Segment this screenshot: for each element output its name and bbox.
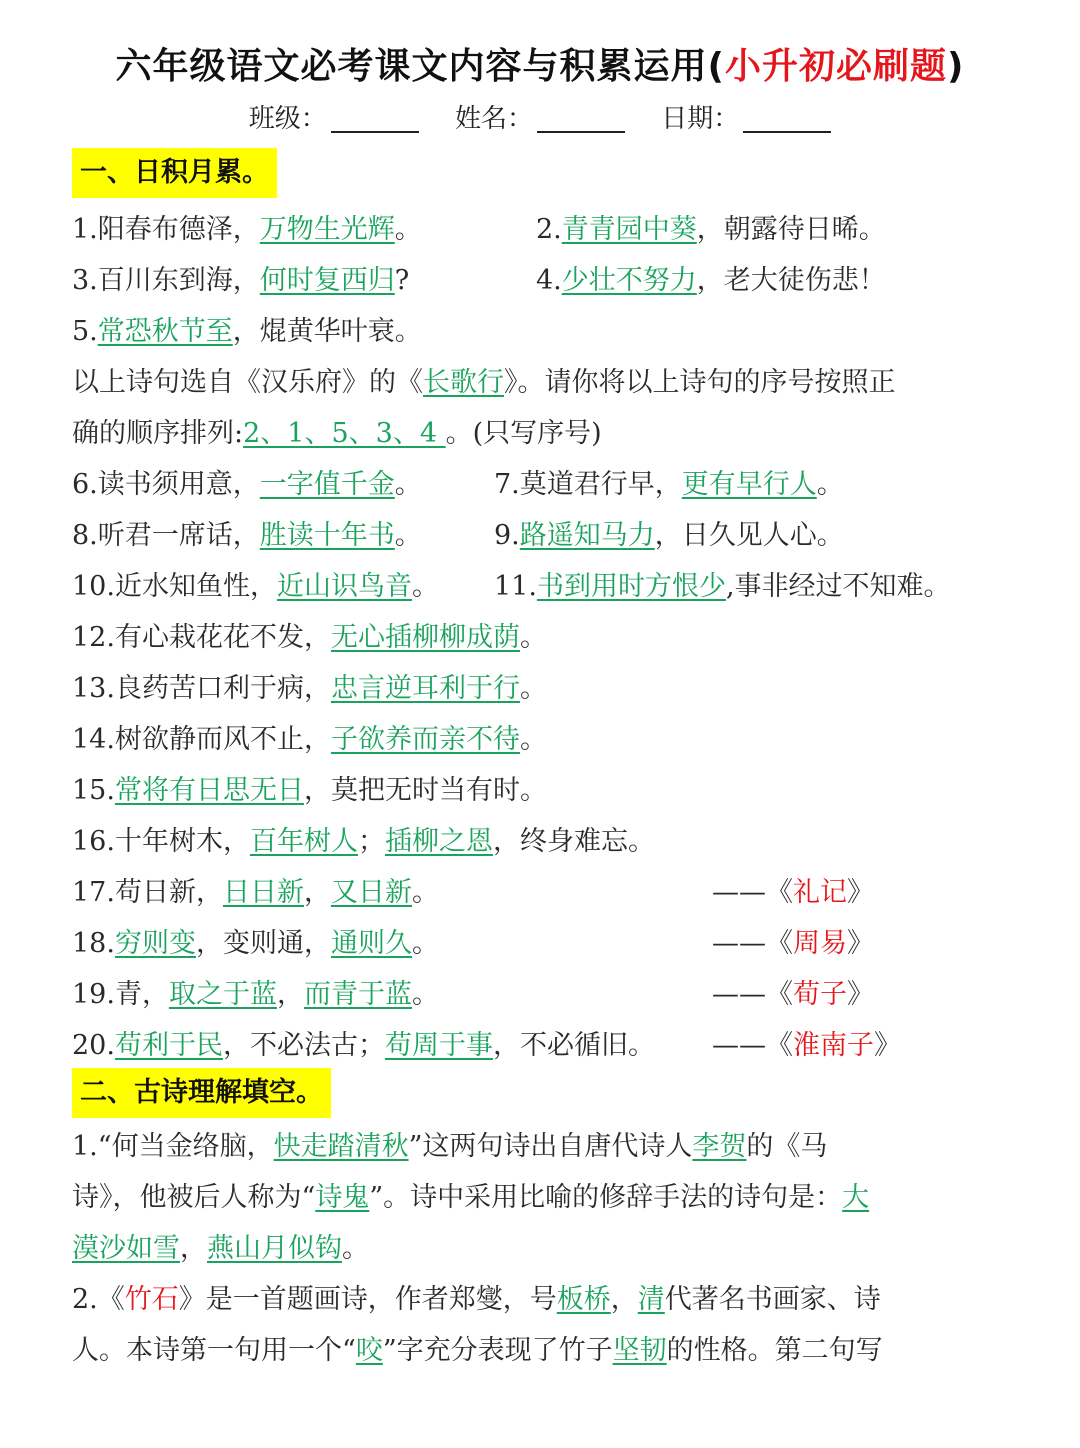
line-text: 》是一首题画诗，作者郑燮，号 — [178, 1284, 557, 1315]
line-text: 。(只写序号) — [445, 418, 602, 449]
answer-text: 漠沙如雪 — [72, 1233, 180, 1264]
line-text: ——《 — [712, 979, 793, 1010]
exercise-line — [72, 569, 439, 605]
line-text: ”这两句诗出自唐代诗人 — [408, 1131, 693, 1162]
exercise-line — [712, 926, 874, 962]
exercise-line — [494, 518, 844, 554]
line-text: 3.百川东到海， — [72, 265, 260, 296]
line-text: 13.良药苦口利于病， — [72, 673, 331, 704]
answer-text: 插柳之恩 — [384, 826, 493, 857]
line-text: ”。诗中采用比喻的修辞手法的诗句是： — [369, 1182, 843, 1213]
line-text: ， — [276, 979, 304, 1010]
exercise-line — [494, 467, 844, 503]
answer-text: 燕山月似钩 — [207, 1233, 342, 1264]
answer-text: 何时复西归 — [259, 265, 395, 296]
line-text: 》 — [847, 928, 874, 959]
answer-text: 而青于蓝 — [303, 979, 412, 1010]
answer-text: 通则久 — [330, 928, 412, 959]
line-text: 代著名书画家、诗 — [664, 1284, 881, 1315]
exercise-line — [72, 1282, 881, 1318]
answer-text: 坚韧 — [612, 1335, 667, 1366]
name-blank[interactable] — [537, 105, 625, 133]
line-text: ，不必法古； — [222, 1030, 385, 1061]
line-text: ，莫把无时当有时。 — [303, 775, 547, 806]
line-text: 14.树欲静而风不止， — [72, 724, 331, 755]
section-heading-1: 一、日积月累。 — [72, 148, 277, 198]
line-text: ，日久见人心。 — [654, 520, 844, 551]
answer-text: 清 — [637, 1284, 665, 1315]
exercise-line — [72, 824, 655, 860]
title-close: ) — [947, 46, 965, 87]
answer-text: 取之于蓝 — [168, 979, 277, 1010]
line-text: 2. — [536, 214, 562, 245]
source-title: 竹石 — [124, 1284, 179, 1315]
answer-text: 更有早行人 — [681, 469, 817, 500]
exercise-line — [72, 212, 422, 248]
answer-text: 路遥知马力 — [519, 520, 655, 551]
line-text: 的性格。第二句写 — [666, 1335, 883, 1366]
line-text: ,事非经过不知难。 — [725, 571, 951, 602]
exercise-line — [72, 875, 439, 911]
exercise-line — [72, 263, 409, 299]
answer-text: 长歌行 — [423, 367, 504, 398]
exercise-line — [72, 314, 422, 350]
name-label: 姓名： — [454, 104, 533, 134]
line-text: 2.《 — [72, 1284, 125, 1315]
line-text: 确的顺序排列: — [72, 418, 244, 449]
exercise-line — [72, 467, 422, 503]
student-info-row — [0, 98, 1080, 135]
line-text: 》 — [847, 877, 874, 908]
line-text: 7.莫道君行早， — [494, 469, 682, 500]
exercise-line — [72, 365, 896, 401]
line-text: 5. — [72, 316, 98, 347]
answer-text: 穷则变 — [114, 928, 196, 959]
line-text: 4. — [536, 265, 562, 296]
exercise-line — [712, 875, 874, 911]
answer-text: 苟利于民 — [114, 1030, 223, 1061]
answer-text: 日日新 — [222, 877, 304, 908]
line-text: 19.青， — [72, 979, 169, 1010]
answer-text: 常将有日思无日 — [114, 775, 304, 806]
line-text: 人。本诗第一句用一个“ — [72, 1335, 356, 1366]
source-title: 荀子 — [793, 979, 847, 1010]
line-text: 16.十年树木， — [72, 826, 250, 857]
answer-text: 少壮不努力 — [561, 265, 697, 296]
line-text: 。 — [394, 214, 422, 245]
answer-text: 子欲养而亲不待 — [330, 724, 520, 755]
line-text: 6.读书须用意， — [72, 469, 260, 500]
exercise-line — [536, 212, 886, 248]
line-text: 18. — [72, 928, 115, 959]
exercise-line — [72, 722, 547, 758]
exercise-line — [72, 416, 602, 452]
line-text: 15. — [72, 775, 115, 806]
line-text: ； — [357, 826, 385, 857]
line-text: 1.阳春布德泽， — [72, 214, 260, 245]
answer-text: 常恐秋节至 — [97, 316, 233, 347]
date-blank[interactable] — [743, 105, 831, 133]
line-text: 。 — [411, 928, 439, 959]
line-text: ”字充分表现了竹子 — [382, 1335, 613, 1366]
line-text: 。 — [519, 724, 547, 755]
answer-text: 百年树人 — [249, 826, 358, 857]
line-text: 。 — [394, 469, 422, 500]
answer-text: 无心插柳柳成荫 — [330, 622, 520, 653]
line-text: 。 — [816, 469, 844, 500]
line-text: ，焜黄华叶衰。 — [232, 316, 422, 347]
line-text: 》。请你将以上诗句的序号按照正 — [504, 367, 896, 398]
title-main: 六年级语文必考课文内容与积累运用( — [115, 46, 725, 87]
answer-text: 李贺 — [692, 1131, 747, 1162]
page-title — [0, 38, 1080, 89]
exercise-line — [72, 1028, 655, 1064]
line-text: 。 — [411, 877, 439, 908]
class-field — [249, 98, 419, 135]
exercise-line — [712, 1028, 901, 1064]
line-text: ，变则通， — [195, 928, 331, 959]
answer-text: 忠言逆耳利于行 — [330, 673, 520, 704]
exercise-line — [72, 1231, 369, 1267]
answer-text: 书到用时方恨少 — [536, 571, 726, 602]
line-text: ，老大徒伤悲！ — [696, 265, 886, 296]
line-text: ? — [394, 265, 410, 296]
line-text: 。 — [519, 622, 547, 653]
line-text: ——《 — [712, 1030, 793, 1061]
line-text: 。 — [394, 520, 422, 551]
line-text: ，终身难忘。 — [492, 826, 655, 857]
line-text: 8.听君一席话， — [72, 520, 260, 551]
title-highlight: 小升初必刷题 — [725, 46, 948, 87]
exercise-line — [72, 1129, 827, 1165]
answer-text: 板桥 — [556, 1284, 611, 1315]
answer-text: 咬 — [355, 1335, 383, 1366]
line-text: 11. — [494, 571, 537, 602]
line-text: 》 — [847, 979, 874, 1010]
answer-text: 2、1、5、3、4 — [243, 418, 446, 449]
answer-text: 胜读十年书 — [259, 520, 395, 551]
exercise-line — [712, 977, 874, 1013]
answer-text: 快走踏清秋 — [273, 1131, 409, 1162]
exercise-line — [536, 263, 886, 299]
line-text: ， — [303, 877, 331, 908]
exercise-line — [72, 773, 547, 809]
line-text: ，朝露待日晞。 — [696, 214, 886, 245]
line-text: 17.苟日新， — [72, 877, 223, 908]
name-field — [455, 98, 625, 135]
line-text: 20. — [72, 1030, 115, 1061]
source-title: 周易 — [793, 928, 847, 959]
line-text: 的《马 — [746, 1131, 828, 1162]
exercise-line — [72, 1180, 869, 1216]
exercise-line — [72, 926, 439, 962]
line-text: ——《 — [712, 877, 793, 908]
line-text: 诗》，他被后人称为“ — [72, 1182, 316, 1213]
line-text: 。 — [342, 1233, 369, 1264]
section-heading-2: 二、古诗理解填空。 — [72, 1068, 331, 1118]
source-title: 礼记 — [793, 877, 847, 908]
line-text: ——《 — [712, 928, 793, 959]
line-text: 10.近水知鱼性， — [72, 571, 277, 602]
line-text: 》 — [874, 1030, 901, 1061]
class-blank[interactable] — [331, 105, 419, 133]
exercise-line — [72, 671, 547, 707]
exercise-line — [72, 1333, 883, 1369]
answer-text: 苟周于事 — [384, 1030, 493, 1061]
exercise-line — [72, 977, 439, 1013]
class-label: 班级： — [248, 104, 327, 134]
line-text: ，不必循旧。 — [492, 1030, 655, 1061]
answer-text: 又日新 — [330, 877, 412, 908]
line-text: 9. — [494, 520, 520, 551]
line-text: 。 — [519, 673, 547, 704]
date-field — [661, 98, 831, 135]
exercise-line — [72, 620, 547, 656]
answer-text: 诗鬼 — [315, 1182, 370, 1213]
line-text: 。 — [411, 571, 439, 602]
line-text: 1.“何当金络脑， — [72, 1131, 274, 1162]
answer-text: 青青园中葵 — [561, 214, 697, 245]
line-text: ， — [180, 1233, 207, 1264]
answer-text: 万物生光辉 — [259, 214, 395, 245]
line-text: 。 — [411, 979, 439, 1010]
answer-text: 一字值千金 — [259, 469, 395, 500]
source-title: 淮南子 — [793, 1030, 874, 1061]
line-text: ， — [610, 1284, 638, 1315]
line-text: 以上诗句选自《汉乐府》的《 — [72, 367, 423, 398]
answer-text: 大 — [842, 1182, 870, 1213]
answer-text: 近山识鸟音 — [276, 571, 412, 602]
line-text: 12.有心栽花花不发， — [72, 622, 331, 653]
date-label: 日期： — [661, 104, 740, 134]
exercise-line — [72, 518, 422, 554]
exercise-line — [494, 569, 951, 605]
